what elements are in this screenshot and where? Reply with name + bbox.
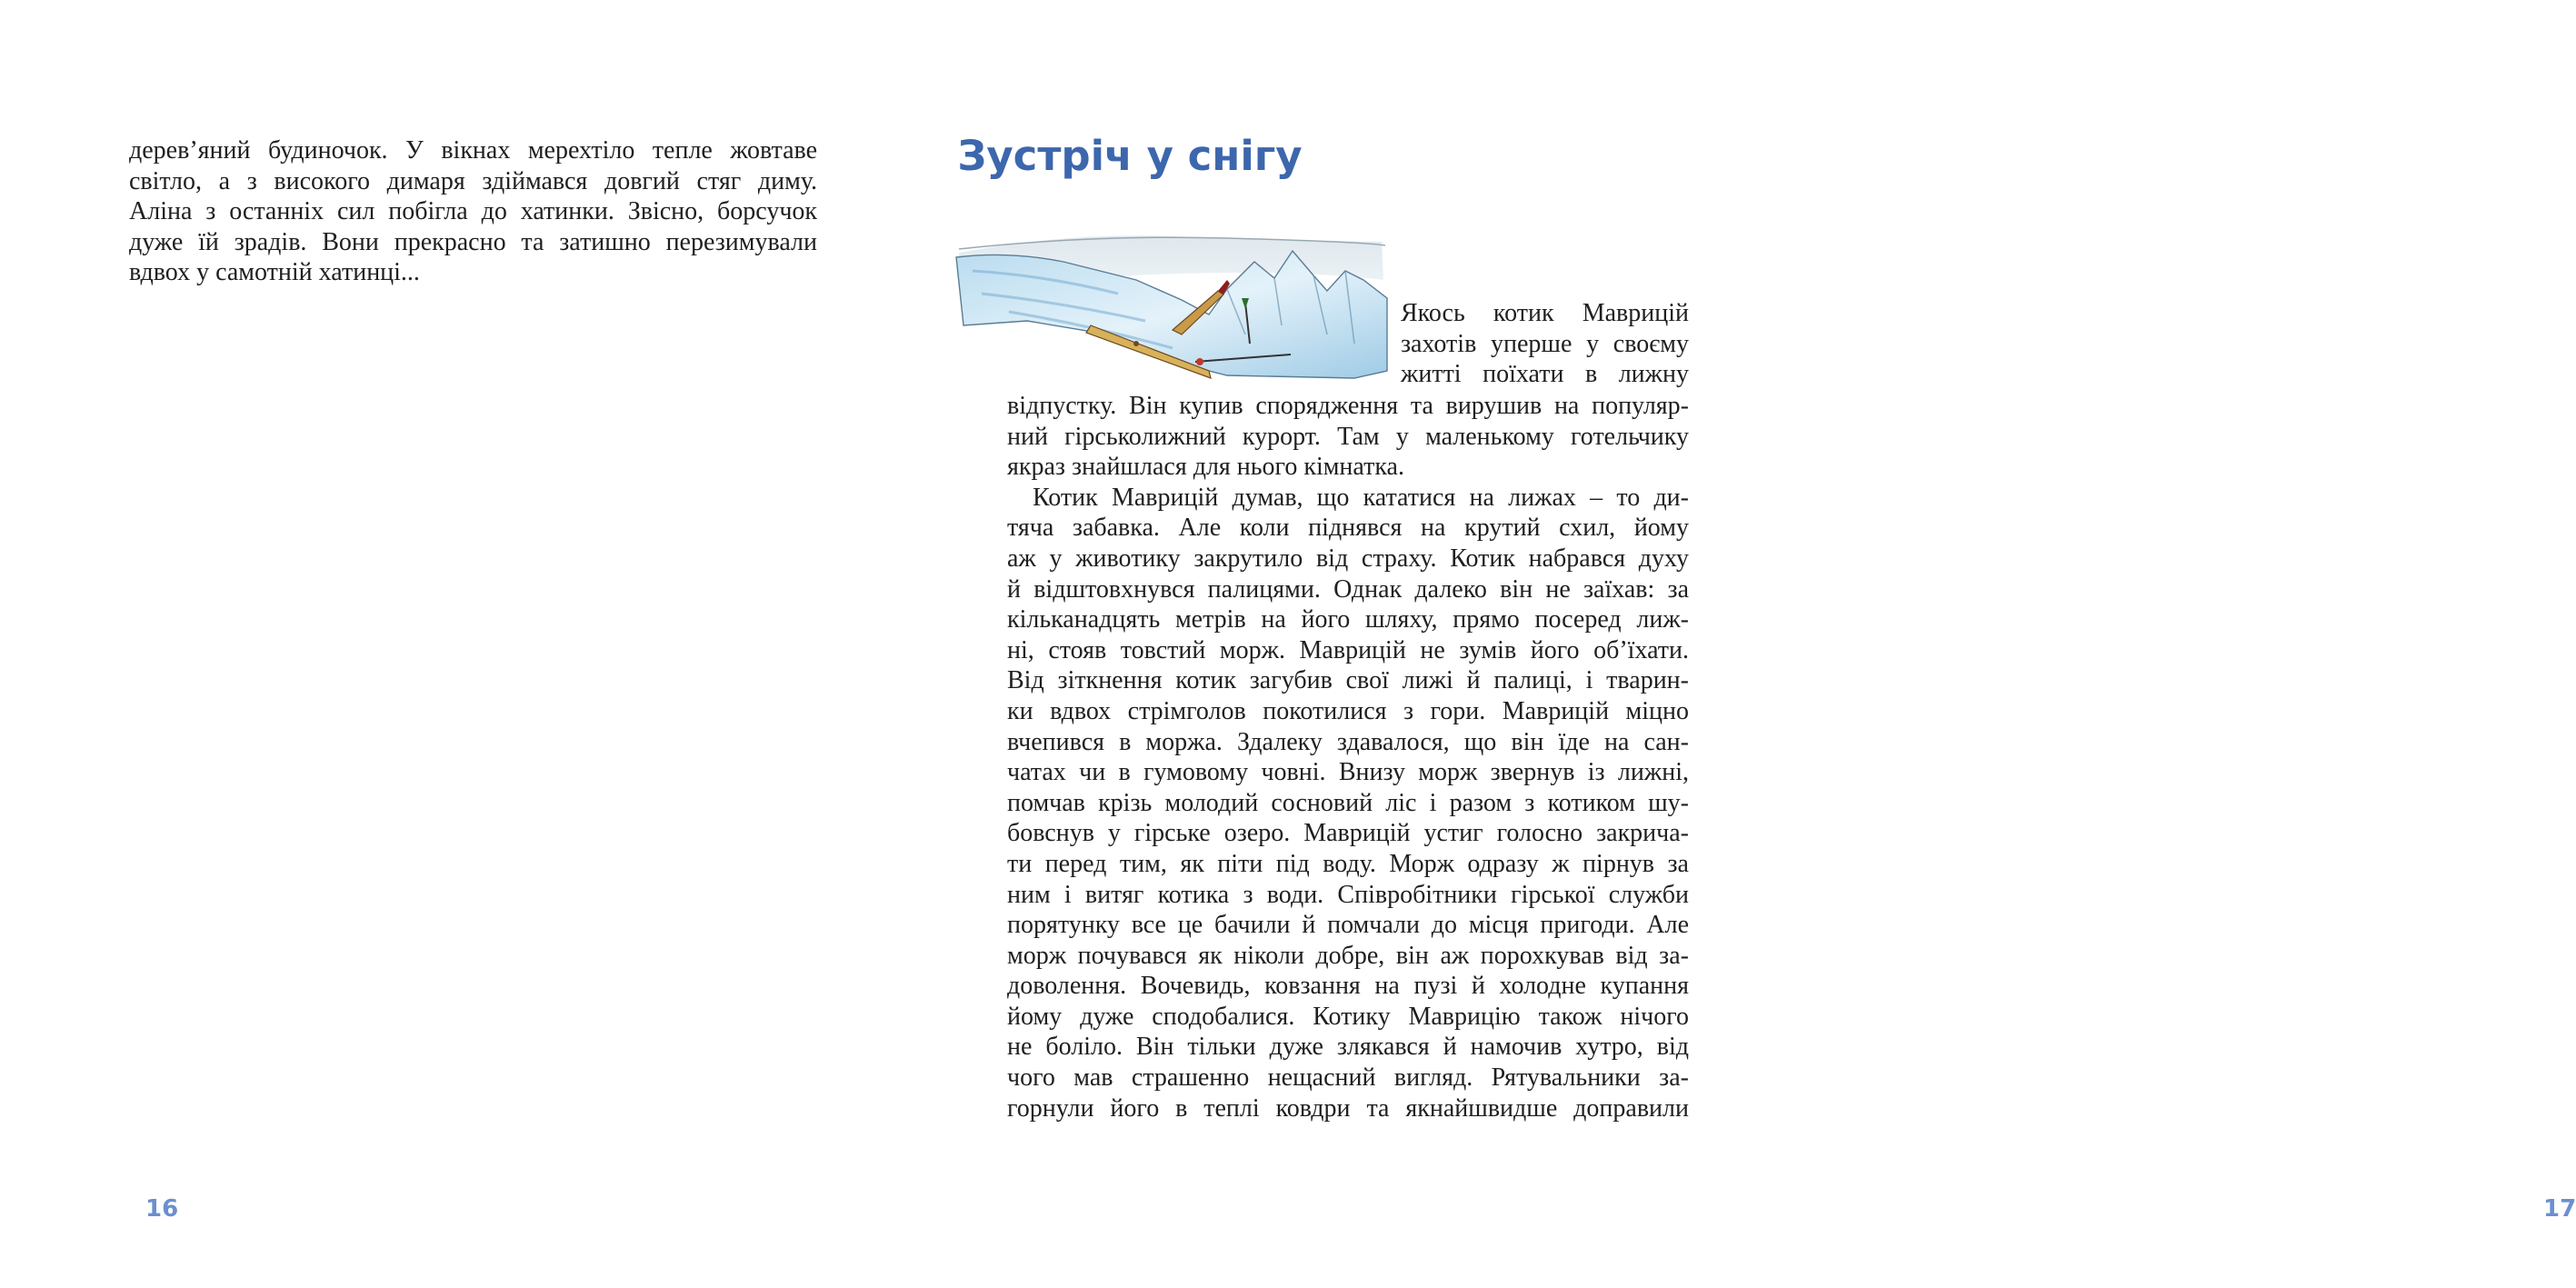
text-line: й відштовхнувся палицями. Однак далеко він не заїхав: за [1007, 574, 1689, 604]
text-line: Якось котик Маврицій [1401, 299, 1689, 327]
text-line: ний гірськолижний курорт. Там у маленькому готельчику [1007, 422, 1689, 451]
text-line: горнули його в теплі ковдри та якнайшвидше доправили [1007, 1093, 1689, 1123]
text-line: не боліло. Він тільки дуже злякався й намочив хутро, від [1007, 1033, 1689, 1062]
text-line: ним і витяг котика з води. Співробітники гірської служби [1007, 880, 1689, 909]
text-line: вчепився в моржа. Здалеку здавалося, що він їде на сан- [1007, 727, 1689, 756]
text-line: дуже їй зрадів. Вони прекрасно та затишно перезимували [129, 227, 817, 256]
intro-text [1401, 298, 1689, 390]
text-line: якраз знайшлася для нього кімнатка. [1007, 453, 1404, 482]
snow-slope-skis-icon [954, 225, 1389, 382]
text-line: ти перед тим, як піти під воду. Морж одразу ж пірнув за [1007, 849, 1689, 878]
text-line: аж у животику закрутило від страху. Котик набрався духу [1007, 544, 1689, 573]
text-line: чатах чи в гумовому човні. Внизу морж звернув із лижні, [1007, 758, 1689, 787]
text-line: Аліна з останніх сил побігла до хатинки. Звісно, борсучок [129, 197, 817, 226]
text-line: порятунку все це бачили й помчали до місця пригоди. Але [1007, 911, 1689, 940]
text-line: дерев’яний будиночок. У вікнах мерехтіло тепле жовтаве [129, 136, 817, 165]
text-line: кільканадцять метрів на його шляху, прямо посеред лиж- [1007, 605, 1689, 634]
text-line: бовснув у гірське озеро. Маврицій устиг голосно закрича- [1007, 819, 1689, 848]
text-line: вдвох у самотній хатинці... [129, 258, 420, 287]
text-line: помчав крізь молодий сосновий ліс і разом з котиком шу- [1007, 788, 1689, 817]
chapter-title [902, 132, 1803, 180]
text-line: доволення. Вочевидь, ковзання на пузі й холодне купання [1007, 972, 1689, 1001]
left-page-text [129, 135, 817, 288]
text-line: ні, стояв товстий морж. Маврицій не зумів його об’їхати. [1007, 635, 1689, 664]
text-line: тяча забавка. Але коли піднявся на крутий схил, йому [1007, 514, 1689, 543]
text-line: морж почувався як ніколи добре, він аж порохкував від за- [1007, 941, 1689, 970]
text-line: житті поїхати в лижну [1401, 360, 1689, 389]
page-number-right: 17 [2543, 1195, 2576, 1223]
text-line: ки вдвох стрімголов покотилися з гори. Маврицій міцно [1007, 696, 1689, 725]
page-number-left: 16 [145, 1195, 179, 1223]
body-text [1007, 391, 1689, 1123]
text-line: світло, а з високого димаря здіймався довгий стяг диму. [129, 166, 817, 195]
text-line: чого мав страшенно нещасний вигляд. Рятувальники за- [1007, 1063, 1689, 1093]
chapter-title-text: Зустріч у снігу [957, 132, 1303, 180]
text-line: відпустку. Він купив спорядження та вирушив на популяр- [1007, 392, 1689, 420]
text-line: Котик Маврицій думав, що кататися на лижах – то ди- [1033, 483, 1689, 512]
text-line: Від зіткнення котик загубив свої лижі й палиці, і тварин- [1007, 666, 1689, 695]
text-line: захотів уперше у своєму [1401, 329, 1689, 358]
text-line: йому дуже сподобалися. Котику Маврицію також нічого [1007, 1002, 1689, 1031]
left-page [0, 0, 902, 1288]
